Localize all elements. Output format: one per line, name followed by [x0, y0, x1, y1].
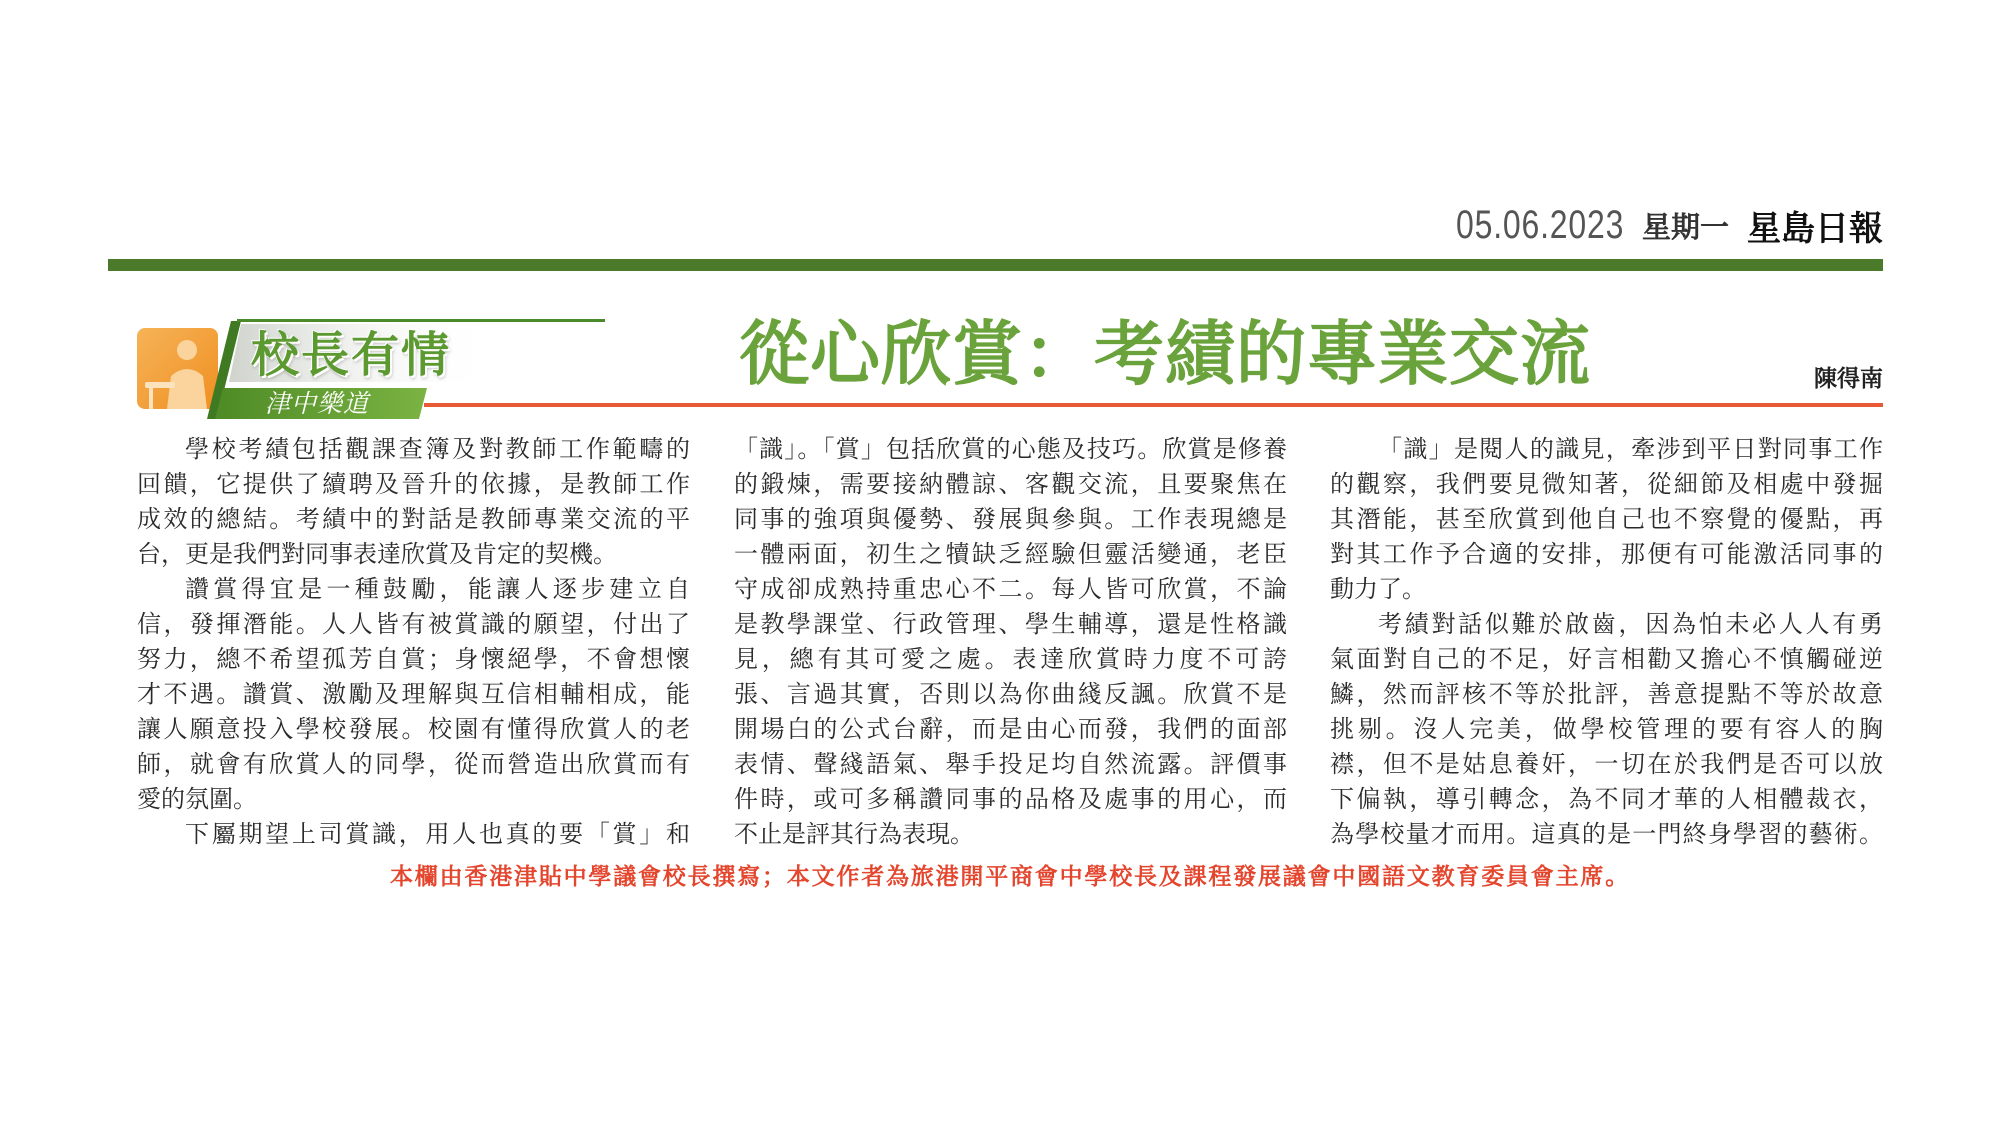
- text-line: 讚賞得宜是一種鼓勵，能讓人逐步建立自: [185, 575, 690, 603]
- text-line: 開場白的公式台辭，而是由心而發，我們的面部: [734, 715, 1287, 743]
- text-line: 成效的總結。考績中的對話是教師專業交流的平: [137, 505, 690, 533]
- masthead-rule: [108, 259, 1883, 271]
- text-line: 努力，總不希望孤芳自賞；身懷絕學，不會想懷: [137, 645, 690, 673]
- text-line: 挑剔。沒人完美，做學校管理的要有容人的胸: [1330, 715, 1883, 743]
- article-headline: 從心欣賞：考績的專業交流: [739, 313, 1591, 395]
- text-line: 下偏執，導引轉念，為不同才華的人相體裁衣，: [1330, 785, 1883, 813]
- publication-name: 星島日報: [1747, 208, 1883, 249]
- text-line: 的觀察，我們要見微知著，從細節及相處中發掘: [1330, 470, 1883, 498]
- text-line: 「識」是閱人的識見，牽涉到平日對同事工作: [1378, 435, 1883, 463]
- badge-top-rule: [237, 319, 605, 322]
- text-line: 其潛能，甚至欣賞到他自己也不察覺的優點，再: [1330, 505, 1883, 533]
- issue-weekday: 星期一: [1641, 209, 1729, 244]
- teacher-icon: [137, 328, 218, 409]
- headline-rule: [424, 403, 1883, 407]
- column-subtitle: 津中樂道: [265, 389, 370, 418]
- text-line: 台，更是我們對同事表達欣賞及肯定的契機。: [137, 540, 617, 568]
- article-column-1: [137, 432, 690, 852]
- masthead: [1454, 203, 1883, 247]
- text-line: 同事的強項與優勢、發展與參與。工作表現總是: [734, 505, 1287, 533]
- text-line: 一體兩面，初生之犢缺乏經驗但靈活變通，老臣: [734, 540, 1287, 568]
- text-line: 不止是評其行為表現。: [734, 820, 974, 848]
- text-line: 下屬期望上司賞識，用人也真的要「賞」和: [185, 820, 690, 848]
- issue-date: 05.06.2023: [1455, 202, 1624, 247]
- text-line: 的鍛煉，需要接納體諒、客觀交流，且要聚焦在: [734, 470, 1287, 498]
- text-line: 對其工作予合適的安排，那便有可能激活同事的: [1330, 540, 1883, 568]
- text-line: 張、言過其實，否則以為你曲綫反諷。欣賞不是: [734, 680, 1287, 708]
- text-line: 才不遇。讚賞、激勵及理解與互信相輔相成，能: [137, 680, 690, 708]
- text-line: 見，總有其可愛之處。表達欣賞時力度不可誇: [734, 645, 1287, 673]
- text-line: 守成卻成熟持重忠心不二。每人皆可欣賞，不論: [734, 575, 1287, 603]
- article-author: 陳得南: [1814, 366, 1883, 392]
- text-line: 動力了。: [1330, 575, 1426, 603]
- text-line: 襟，但不是姑息養奸，一切在於我們是否可以放: [1330, 750, 1883, 778]
- text-line: 信，發揮潛能。人人皆有被賞識的願望，付出了: [137, 610, 690, 638]
- article-column-3: [1330, 432, 1883, 852]
- text-line: 件時，或可多稱讚同事的品格及處事的用心，而: [734, 785, 1287, 813]
- text-line: 氣面對自己的不足，好言相勸又擔心不慎觸碰逆: [1330, 645, 1883, 673]
- text-line: 是教學課堂、行政管理、學生輔導，還是性格識: [734, 610, 1287, 638]
- text-line: 愛的氛圍。: [137, 785, 257, 813]
- text-line: 考績對話似難於啟齒，因為怕未必人人有勇: [1378, 610, 1883, 638]
- text-line: 「識」。「賞」包括欣賞的心態及技巧。欣賞是修養: [734, 435, 1287, 463]
- column-title: 校長有情: [251, 327, 452, 383]
- article-column-2: [734, 432, 1287, 852]
- text-line: 師，就會有欣賞人的同學，從而營造出欣賞而有: [137, 750, 690, 778]
- text-line: 鱗，然而評核不等於批評，善意提點不等於故意: [1330, 680, 1883, 708]
- text-line: 回饋，它提供了續聘及晉升的依據，是教師工作: [137, 470, 690, 498]
- text-line: 表情、聲綫語氣、舉手投足均自然流露。評價事: [734, 750, 1287, 778]
- author-footnote: 本欄由香港津貼中學議會校長撰寫；本文作者為旅港開平商會中學校長及課程發展議會中國語文教育委員會主席。: [390, 864, 1630, 890]
- text-line: 學校考績包括觀課查簿及對教師工作範疇的: [185, 435, 690, 463]
- text-line: 讓人願意投入學校發展。校園有懂得欣賞人的老: [137, 715, 690, 743]
- text-line: 為學校量才而用。這真的是一門終身學習的藝術。: [1330, 820, 1883, 848]
